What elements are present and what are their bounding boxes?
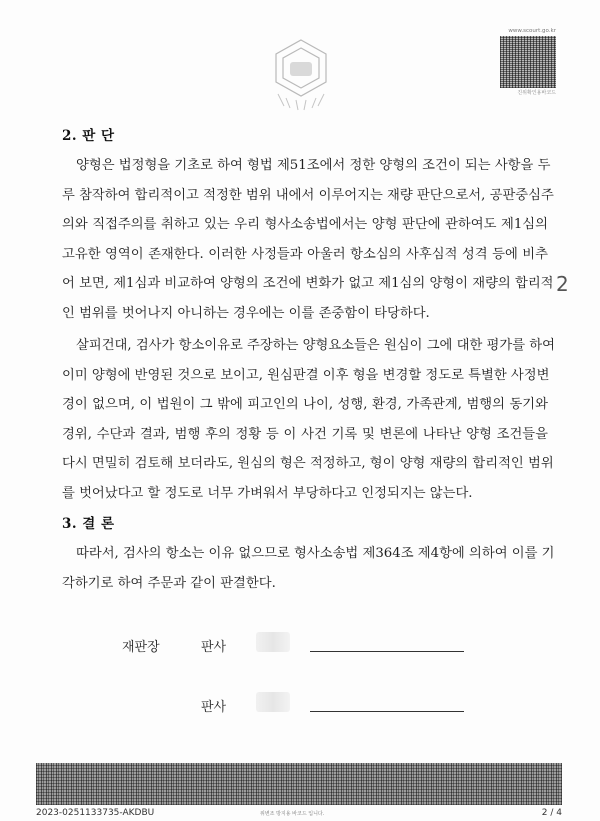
- text-line: 루 참작하여 합리적이고 적정한 범위 내에서 이루어지는 재량 판단으로서, 공판중심주: [62, 187, 554, 203]
- presiding-judge-title: 재판장: [122, 640, 160, 655]
- text-line: 를 벗어났다고 할 정도로 너무 가벼워서 부당하다고 인정되지는 않는다.: [62, 485, 473, 501]
- signature-line: [310, 651, 464, 652]
- page-count: 2 / 4: [541, 808, 562, 818]
- judgment-paragraph-1: [62, 151, 554, 328]
- side-page-number: 2: [556, 272, 569, 296]
- redacted-name: [256, 692, 290, 712]
- text-line: 경위, 수단과 결과, 범행 후의 정황 등 이 사건 기록 및 변론에 나타난 양형 조건들을: [62, 426, 548, 442]
- text-line: 이미 양형에 반영된 것으로 보이고, 원심판결 이후 형을 변경할 정도로 특별한 사정변: [62, 367, 550, 383]
- redacted-name: [256, 632, 290, 652]
- text-line: 각하기로 하여 주문과 같이 판결한다.: [62, 575, 276, 591]
- text-line: 어 보면, 제1심과 비교하여 양형의 조건에 변화가 없고 제1심의 양형이 재량의 합리적: [62, 276, 554, 291]
- section-heading-conclusion: 3. 결 론: [62, 516, 115, 532]
- conclusion-paragraph: [62, 539, 555, 598]
- court-emblem-icon: [270, 36, 332, 114]
- text-line: 따라서, 검사의 항소는 이유 없으므로 형사소송법 제364조 제4항에 의하여 이를 기: [76, 546, 555, 561]
- text-line: 다시 면밀히 검토해 보더라도, 원심의 형은 적정하고, 형이 양형 재량의 합리적인 범위: [62, 456, 554, 471]
- judge-label: 판사: [201, 640, 227, 655]
- judgment-paragraph-2: [62, 331, 555, 508]
- text-line: 의와 직접주의를 취하고 있는 우리 형사소송법에서는 양형 판단에 관하여도 제1심의: [62, 217, 548, 232]
- text-line: 경이 없으며, 이 법원이 그 밖에 피고인의 나이, 성행, 환경, 가족관계, 범행의 동기와: [62, 397, 548, 412]
- text-line: 인 범위를 벗어나지 아니하는 경우에는 이를 존중함이 타당하다.: [62, 305, 430, 321]
- barcode-note: 위변조 방지용 바코드 입니다.: [260, 811, 325, 817]
- document-code: 2023-0251133735-AKDBU: [36, 808, 155, 818]
- verification-barcode: [500, 36, 556, 88]
- text-line: 고유한 영역이 존재한다. 이러한 사정들과 아울러 항소심의 사후심적 성격 등에 비추: [62, 246, 548, 262]
- section-heading-judgment: 2. 판 단: [62, 128, 115, 144]
- text-line: 살피건대, 검사가 항소이유로 주장하는 양형요소들은 원심이 그에 대한 평가를 하여: [76, 338, 555, 353]
- text-line: 양형은 법정형을 기초로 하여 형법 제51조에서 정한 양형의 조건이 되는 사항을 두: [76, 158, 551, 173]
- barcode-caption: 진위확인용바코드: [517, 90, 556, 96]
- judge-label: 판사: [201, 700, 227, 715]
- site-url: www.scourt.go.kr: [508, 28, 556, 34]
- signature-line: [310, 711, 464, 712]
- anti-forgery-barcode: [36, 763, 562, 805]
